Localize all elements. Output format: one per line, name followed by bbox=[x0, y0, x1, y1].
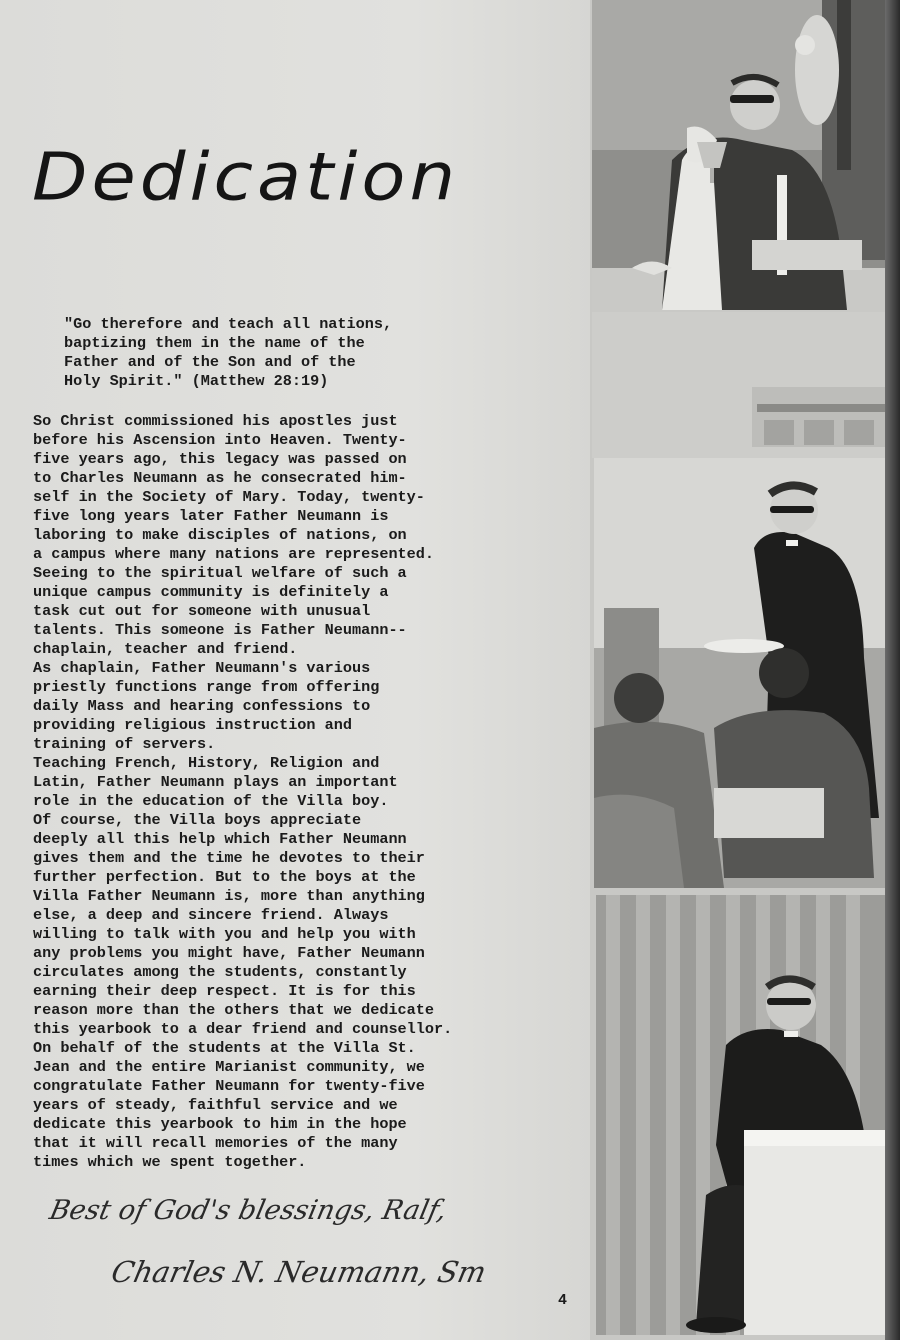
photo-priest-in-classroom bbox=[594, 458, 888, 888]
paragraph: On behalf of the students at the Villa St. Jean and the entire Marianist community, we congratulate Father Neumann for twenty-five years of steady, faithful service and we dedicate this yearbook to him in the hope that it will recall memories of the many times which we spent together. bbox=[33, 1039, 425, 1171]
scripture-quote: "Go therefore and teach all nations, baptizing them in the name of the Father and of the Son and of the Holy Spirit." (Matthew 28:19) bbox=[64, 315, 393, 390]
handwritten-signature: Charles N. Neumann, Sm bbox=[108, 1255, 490, 1289]
paragraph: Of course, the Villa boys appreciate deeply all this help which Father Neumann gives them and the time he devotes to their further perfection. But to the boys at the Villa Father Neumann is, more than anything else, a deep and sincere friend. Always willing to talk with you and help you with any problems you might have, Father Neumann circulates among the students, constantly earning their deep respect. It is for this reason more than the others that we dedicate this yearbook to a dear friend and counsellor. bbox=[33, 811, 453, 1038]
photo-priest-seated-at-desk bbox=[596, 895, 892, 1335]
photo-priest-at-altar bbox=[592, 0, 890, 312]
photo-altar-base bbox=[592, 312, 890, 458]
page-title: Dedication bbox=[32, 138, 460, 216]
page-number: 4 bbox=[558, 1292, 568, 1309]
book-binding-edge bbox=[885, 0, 900, 1340]
paragraph: So Christ commissioned his apostles just before his Ascension into Heaven. Twenty- five years ago, this legacy was passed on to Charles Neumann as he consecrated him- self in the Society of Mary. Today, twenty- five long years later Father Neumann is laboring to make disciples of nations, on a campus where many nations are represented. Seeing to the spiritual welfare of such a unique campus community is definitely a task cut out for someone with unusual talents. This someone is Father Neumann-- chaplain, teacher and friend. bbox=[33, 412, 435, 658]
handwritten-greeting: Best of God's blessings, Ralf, bbox=[46, 1195, 450, 1226]
paragraph: As chaplain, Father Neumann's various priestly functions range from offering daily Mass and hearing confessions to providing religious instruction and training of servers. bbox=[33, 659, 380, 753]
paragraph: Teaching French, History, Religion and Latin, Father Neumann plays an important role in the education of the Villa boy. bbox=[33, 754, 398, 810]
dedication-text bbox=[33, 412, 558, 1172]
